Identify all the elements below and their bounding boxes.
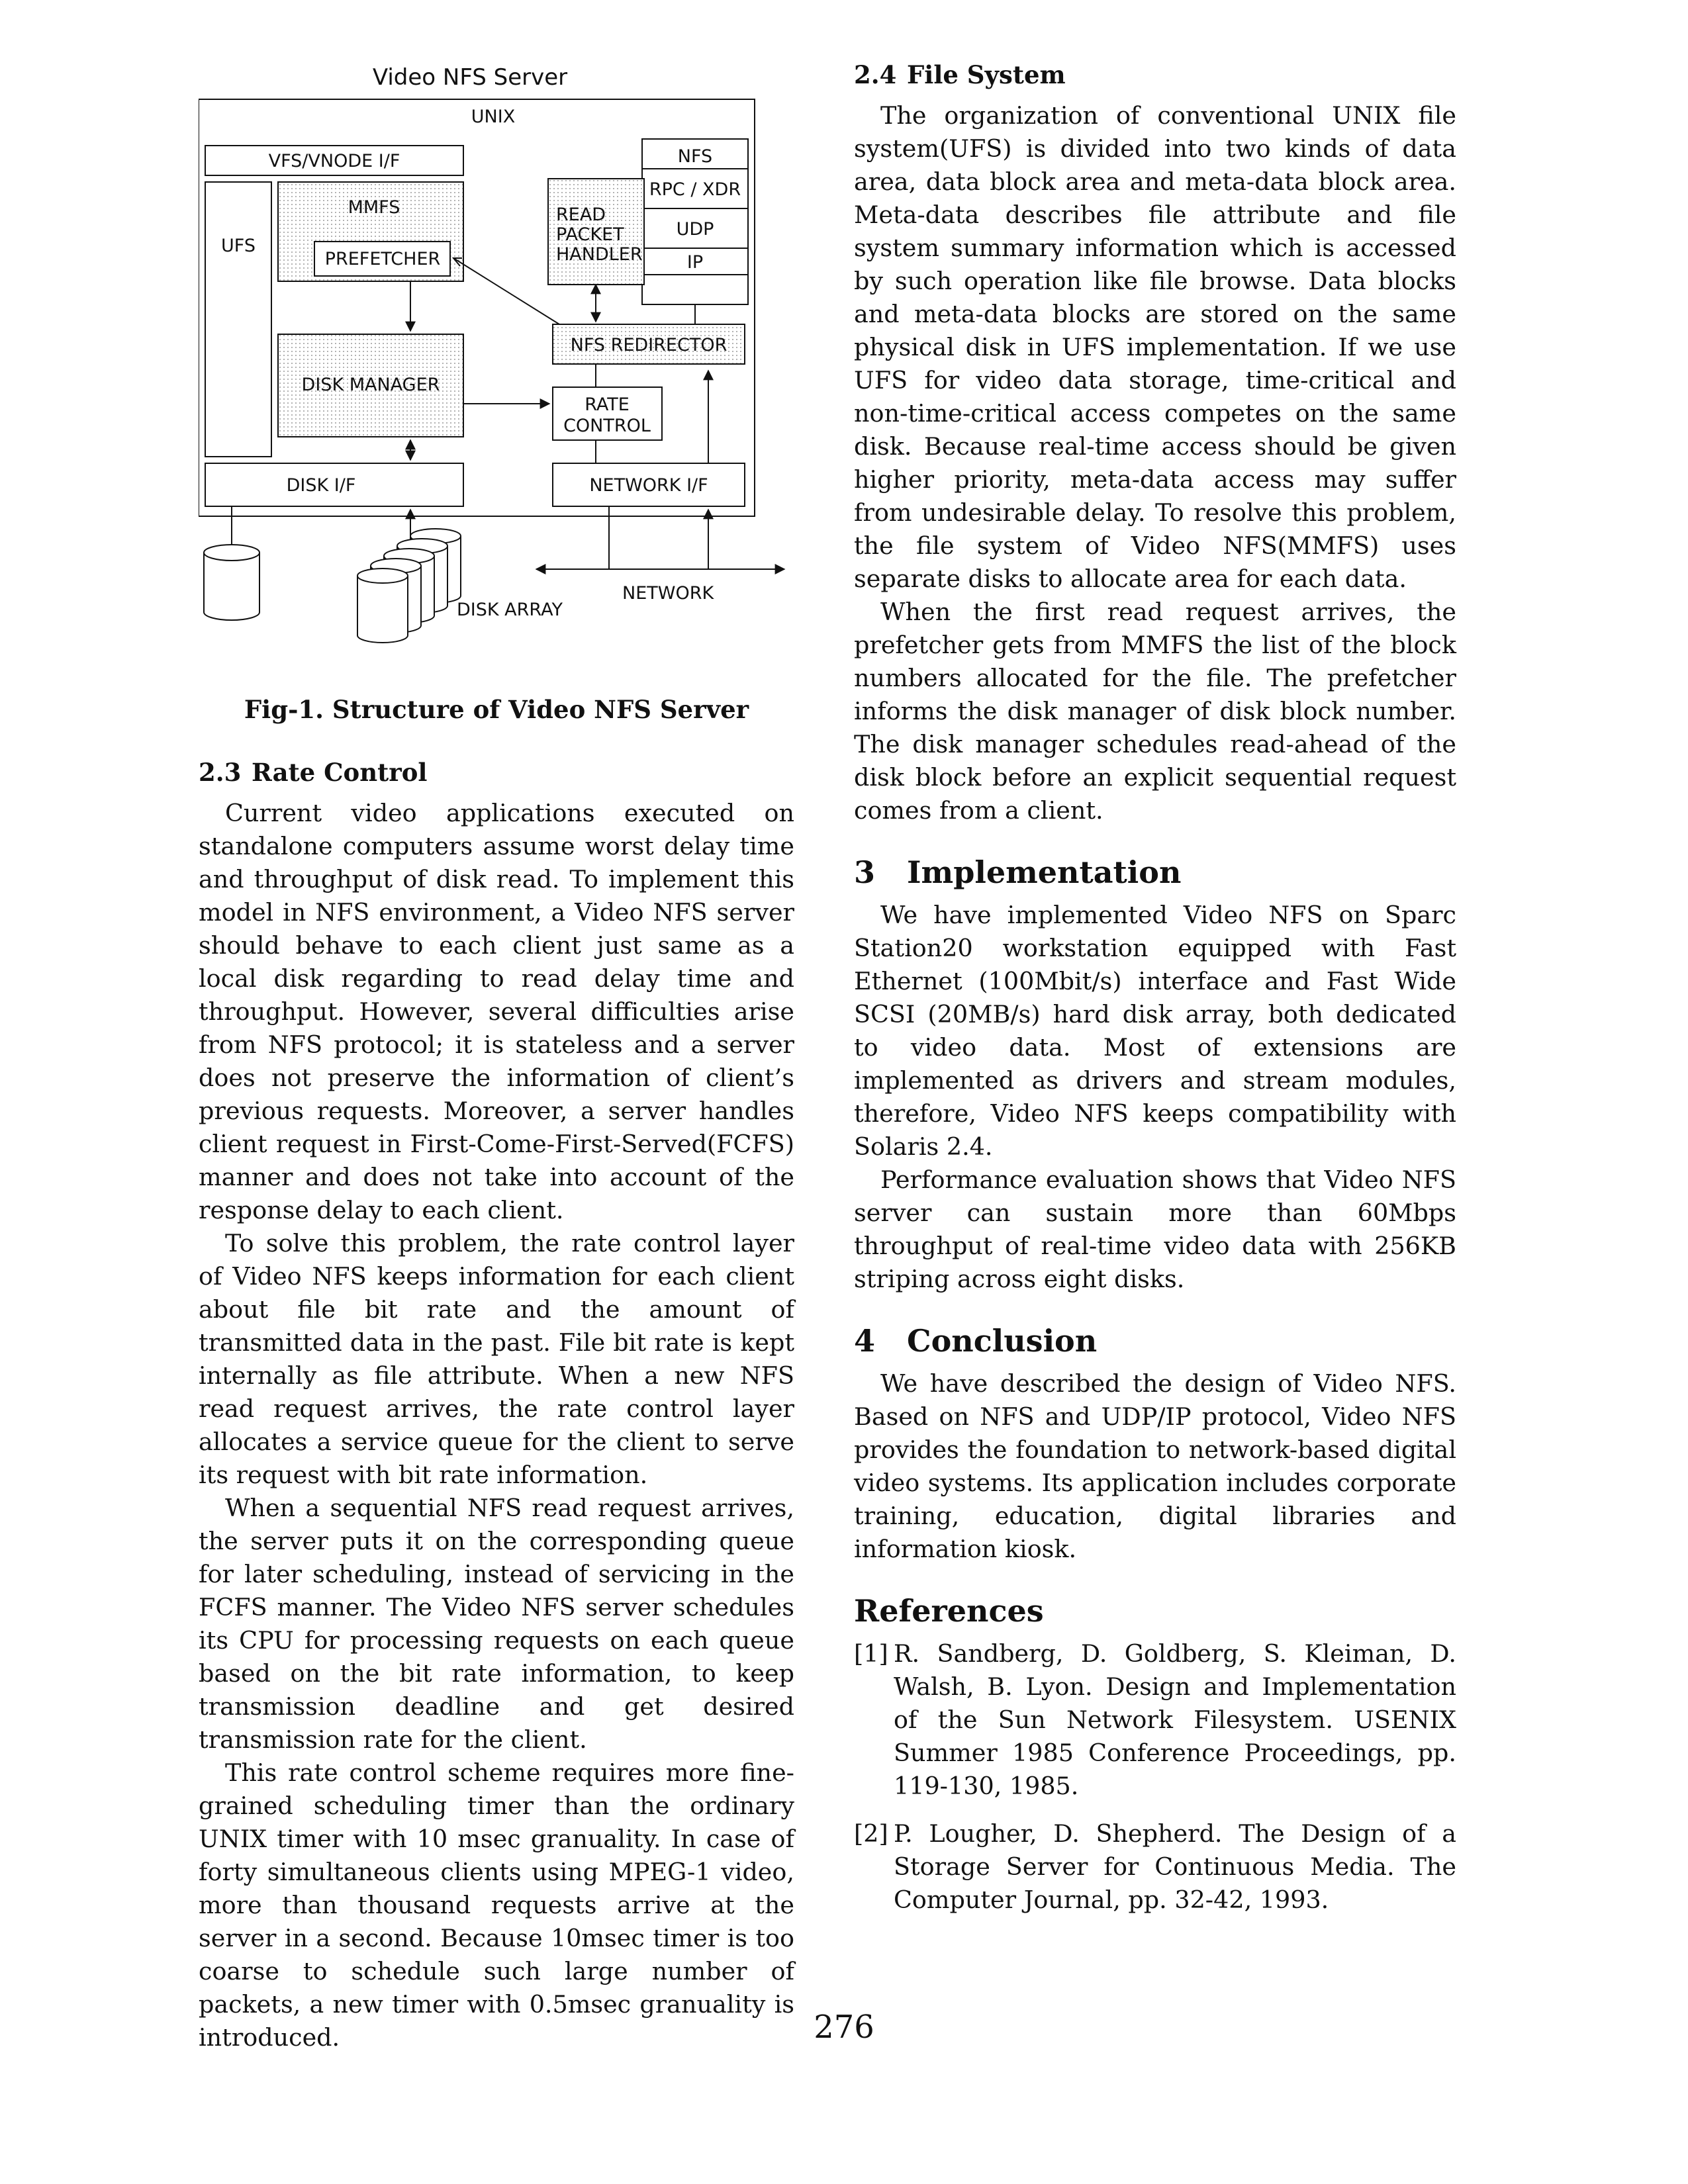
- section-title: File System: [907, 60, 1066, 89]
- paragraph: Performance evaluation shows that Video NFS server can sustain more than 60Mbps throughput of real-time video data with 256KB striping across eight disks.: [854, 1165, 1456, 1293]
- section-number: 3: [854, 854, 876, 890]
- reference-item: [854, 1817, 1456, 1917]
- label-ip: IP: [686, 252, 704, 273]
- reference-tag: [1]: [854, 1639, 888, 1668]
- label-read-1: READ: [556, 205, 606, 225]
- right-column: [854, 60, 1456, 1931]
- label-read-3: HANDLER: [556, 244, 643, 265]
- label-ufs: UFS: [221, 236, 256, 256]
- section-heading-3: [854, 854, 1456, 891]
- reference-item: [854, 1637, 1456, 1803]
- paragraph: To solve this problem, the rate control layer of Video NFS keeps information for each client about file bit rate and the amount of transmitted data in the past. File bit rate is kept internally as file attribute. When a new NFS read request arrives, the rate control layer allocates a service queue for the client to serve its request with bit rate information.: [199, 1229, 794, 1489]
- page-number: 276: [814, 2009, 874, 2046]
- label-rpc: RPC / XDR: [649, 179, 741, 200]
- section-title: Rate Control: [252, 758, 428, 787]
- label-redirector: NFS REDIRECTOR: [570, 335, 727, 355]
- label-network: NETWORK: [622, 583, 714, 604]
- paragraph: When a sequential NFS read request arrives, the server puts it on the corresponding queue for later scheduling, instead of servicing in the FCFS manner. The Video NFS server schedules its CPU for processing requests on each queue based on the bit rate information, to keep transmission deadline and get desired transmission rate for the client.: [199, 1494, 794, 1754]
- label-nfs: NFS: [677, 146, 713, 167]
- label-disk-array: DISK ARRAY: [457, 600, 563, 620]
- label-rate-1: RATE: [585, 394, 630, 415]
- paragraph: Current video applications executed on standalone computers assume worst delay time and throughput of disk read. To implement this model in NFS environment, a Video NFS server should behave to each client just same as a local disk regarding to read delay time and throughput. However, several difficulties arise from NFS protocol; it is stateless and a server does not preserve the information of client’s previous requests. Moreover, a server handles client request in First-Come-First-Served(FCFS) manner and does not take into account of the response delay to each client.: [199, 799, 794, 1224]
- label-prefetcher: PREFETCHER: [324, 249, 441, 269]
- references-heading: References: [854, 1593, 1044, 1629]
- section-number: 2.3: [199, 758, 242, 787]
- label-disk-if: DISK I/F: [286, 475, 356, 496]
- paragraph: This rate control scheme requires more fine-grained scheduling timer than the ordinary UNIX timer with 10 msec granuality. In case of forty simultaneous clients using MPEG-1 video, more than thousand requests arrive at the server in a second. Because 10msec timer is too coarse to schedule such large number of packets, a new timer with 0.5msec granuality is introduced.: [199, 1758, 794, 2052]
- section-title: Conclusion: [907, 1323, 1098, 1359]
- architecture-diagram: [199, 60, 794, 682]
- section-heading-4: [854, 1322, 1456, 1359]
- paragraph: We have implemented Video NFS on Sparc Station20 workstation equipped with Fast Ethernet (100Mbit/s) interface and Fast Wide SCSI (20MB/s) hard disk array, both dedicated to video data. Most of extensions are implemented as drivers and stream modules, therefore, Video NFS keeps compatibility with Solaris 2.4.: [854, 901, 1456, 1161]
- paragraph: When the first read request arrives, the prefetcher gets from MMFS the list of the block numbers allocated for the file. The prefetcher informs the disk manager of disk block number. The disk manager schedules read-ahead of the disk block before an explicit sequential request comes from a client.: [854, 598, 1456, 825]
- reference-tag: [2]: [854, 1819, 888, 1848]
- section-title: Implementation: [907, 854, 1182, 890]
- label-disk-manager: DISK MANAGER: [301, 375, 440, 395]
- label-rate-2: CONTROL: [563, 416, 651, 436]
- section-number: 2.4: [854, 60, 897, 89]
- label-mmfs: MMFS: [348, 197, 400, 218]
- reference-text: P. Lougher, D. Shepherd. The Design of a Storage Server for Continuous Media. The Computer Journal, pp. 32-42, 1993.: [894, 1819, 1456, 1914]
- paragraph: The organization of conventional UNIX file system(UFS) is divided into two kinds of data area, data block area and meta-data block area. Meta-data describes file attribute and file system summary information which is accessed by such operation like file browse. Data blocks and meta-data blocks are stored on the same physical disk in UFS implementation. If we use UFS for video data storage, time-critical and non-time-critical access competes on the same disk. Because real-time access should be given higher priority, meta-data access may suffer from undesirable delay. To resolve this problem, the file system of Video NFS(MMFS) uses separate disks to allocate area for each data.: [854, 101, 1456, 593]
- figure-caption: Fig-1. Structure of Video NFS Server: [244, 695, 749, 724]
- paragraph: We have described the design of Video NFS. Based on NFS and UDP/IP protocol, Video NFS provides the foundation to network-based digital video systems. Its application includes corporate training, education, digital libraries and information kiosk.: [854, 1369, 1456, 1563]
- figure-video-nfs-server: [199, 60, 794, 682]
- section-heading-2-4: [854, 60, 1456, 90]
- label-unix: UNIX: [471, 107, 516, 127]
- figure-title: Video NFS Server: [372, 64, 568, 91]
- reference-text: R. Sandberg, D. Goldberg, S. Kleiman, D. Walsh, B. Lyon. Design and Implementation of the Sun Network Filesystem. USENIX Summer 1985 Conference Proceedings, pp. 119-130, 1985.: [894, 1639, 1456, 1800]
- ufs-box: [205, 182, 271, 457]
- section-heading-2-3: [199, 757, 794, 788]
- section-number: 4: [854, 1323, 876, 1359]
- label-udp: UDP: [676, 219, 714, 240]
- label-read-2: PACKET: [556, 224, 624, 245]
- label-network-if: NETWORK I/F: [589, 475, 708, 496]
- left-column: [199, 60, 794, 2054]
- label-vfs: VFS/VNODE I/F: [268, 151, 400, 171]
